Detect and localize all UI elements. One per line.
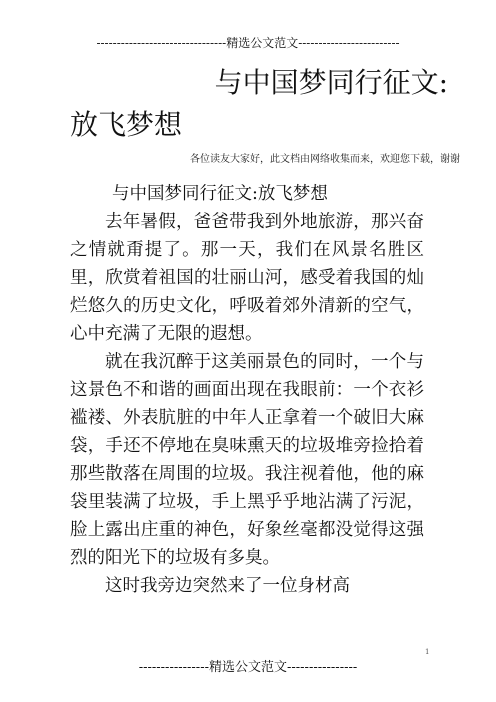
page-footer: ----------------精选公文范文---------------- [138,660,358,675]
title-line-2: 放飞梦想 [70,108,183,141]
title-line-1: 与中国梦同行征文: [214,66,448,99]
body-heading: 与中国梦同行征文:放飞梦想 [112,184,328,204]
page-header: --------------------------------精选公文范文------------------------- [96,36,400,50]
document-body [70,180,424,600]
body-paragraph-1: 去年暑假，爸爸带我到外地旅游，那兴奋之情就甭提了。那一天，我们在风景名胜区里，欣赏着祖国的壮丽山河，感受着我国的灿烂悠久的历史文化，呼吸着郊外清新的空气，心中充满了无限的遐想。 [70,212,424,344]
download-notice: 各位读友大家好，此文档由网络收集而来，欢迎您下载，谢谢 [190,154,460,165]
page-number: 1 [425,648,430,656]
body-paragraph-3: 这时我旁边突然来了一位身材高 [105,576,350,596]
body-paragraph-2: 就在我沉醉于这美丽景色的同时，一个与这景色不和谐的画面出现在我眼前：一个衣衫褴褛、外表肮脏的中年人正拿着一个破旧大麻袋，手还不停地在臭味熏天的垃圾堆旁捡拾着那些散落在周围的垃圾。我注视着他，他的麻袋里装满了垃圾，手上黑乎乎地沾满了污泥，脸上露出庄重的神色，好象丝毫都没觉得这强烈的阳光下的垃圾有多臭。 [70,352,424,568]
document-title [70,62,450,146]
